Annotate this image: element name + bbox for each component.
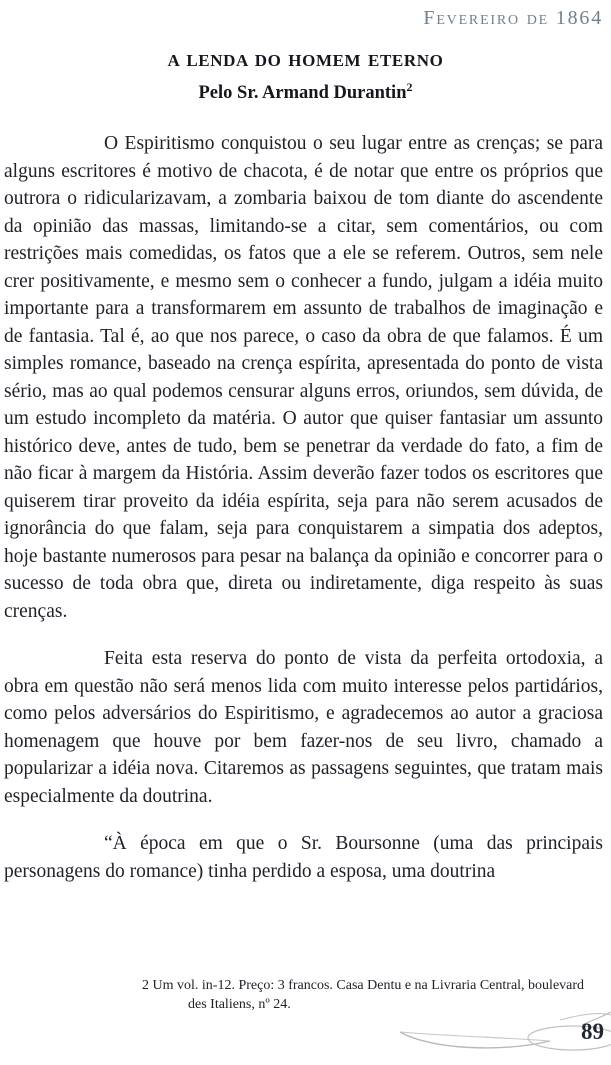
byline-text: Pelo Sr. Armand Durantin bbox=[198, 83, 407, 103]
flourish-icon bbox=[330, 1008, 611, 1060]
page-flourish-ornament bbox=[330, 1008, 611, 1060]
article-title: A LENDA DO HOMEM ETERNO bbox=[167, 51, 444, 70]
body-paragraph: Feita esta reserva do ponto de vista da perfeita ortodoxia, a obra em questão não será menos lida com muito interesse pelos partidários, como pelos adversários do Espiritismo, e agradecemos ao autor a graciosa homenagem que houve por bem fazer-nos de seu livro, chamado a popularizar a idéia nova. Citaremos as passagens seguintes, que tratam mais especialmente da doutrina. bbox=[4, 648, 603, 807]
page-header-date: Fevereiro de 1864 bbox=[423, 7, 603, 29]
page-number: 89 bbox=[581, 1019, 604, 1044]
article-body bbox=[4, 130, 603, 905]
body-paragraph: O Espiritismo conquistou o seu lugar entre as crenças; se para alguns escritores é motivo de chacota, é de notar que entre os próprios que outrora o ridicularizavam, a zombaria baixou de tom diante do ascendente da opinião das massas, limitando-se a citar, sem comentários, ou com restrições mais comedidas, os fatos que a ele se referem. Outros, sem nele crer positivamente, e mesmo sem o conhecer a fundo, julgam a idéia muito importante para a transformarem em assunto de trabalhos de imaginação e de fantasia. Tal é, ao que nos parece, o caso da obra de que falamos. É um simples romance, baseado na crença espírita, apresentada do ponto de vista sério, mas ao qual podemos censurar alguns erros, oriundos, sem dúvida, de um estudo incompleto da matéria. O autor que quiser fantasiar um assunto histórico deve, antes de tudo, bem se penetrar da verdade do fato, a fim de não ficar à margem da História. Assim deverão fazer todos os escritores que quiserem tirar proveito da idéia espírita, seja para não serem acusados de ignorância do que falam, seja para conquistarem a simpatia dos adeptos, hoje bastante numerosos para pesar na balança da opinião e concorrer para o sucesso de toda obra que, direta ou indiretamente, diga respeito às suas crenças. bbox=[4, 133, 603, 622]
footnote-ref: 2 bbox=[406, 79, 413, 94]
footnote: 2 Um vol. in-12. Preço: 3 francos. Casa Dentu e na Livraria Central, boulevard des Italiens, nº 24. bbox=[142, 978, 585, 1012]
body-paragraph: “À época em que o Sr. Boursonne (uma das principais personagens do romance) tinha perdido a esposa, uma doutrina bbox=[4, 833, 603, 882]
article-byline bbox=[0, 79, 611, 104]
